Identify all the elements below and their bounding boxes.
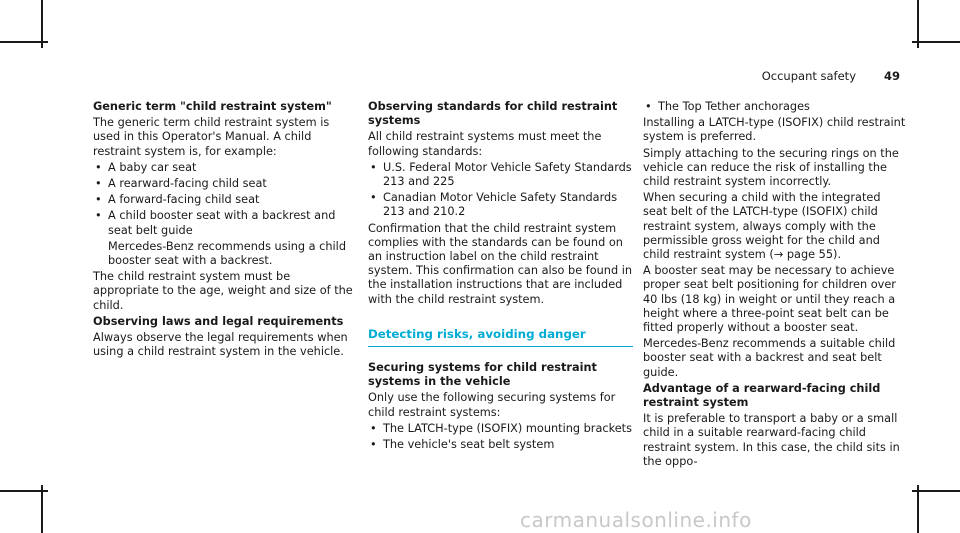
bullet-item: • A child booster seat with a backrest and seat belt guide bbox=[93, 209, 358, 237]
paragraph: Installing a LATCH-type (ISOFIX) child restraint system is preferred. bbox=[643, 116, 906, 144]
watermark: carmanualsonline.info bbox=[520, 508, 752, 532]
crop-mark bbox=[917, 485, 919, 533]
paragraph: Simply attaching to the securing rings on the vehicle can reduce the risk of installing the child restraint system incorrectly. bbox=[643, 146, 899, 189]
paragraph: A booster seat may be necessary to achieve proper seat belt positioning for children over 40 lbs (18 kg) in weight or until they reach a height where a three-point seat belt can be fitted properly without a booster seat. bbox=[643, 264, 896, 335]
heading: Observing laws and legal requirements bbox=[93, 314, 344, 328]
paragraph: The child restraint system must be appropriate to the age, weight and size of the child. bbox=[93, 270, 353, 312]
column-2 bbox=[368, 100, 633, 454]
heading: Generic term "child restraint system" bbox=[93, 100, 332, 113]
bullet-item: • U.S. Federal Motor Vehicle Safety Standards 213 and 225 bbox=[368, 161, 633, 189]
paragraph: When securing a child with the integrated seat belt of the LATCH-type (ISOFIX) child restraint system, always comply with the permissible gross weight for the child and child restraint system (→ page 55). bbox=[643, 191, 881, 262]
crop-mark bbox=[0, 490, 48, 492]
paragraph: Mercedes-Benz recommends a suitable child booster seat with a backrest and seat belt guide. bbox=[643, 337, 896, 379]
column-3 bbox=[643, 100, 908, 471]
paragraph: The generic term child restraint system is used in this Operator's Manual. A child restraint system is, for example: bbox=[93, 116, 330, 158]
paragraph: Always observe the legal requirements when using a child restraint system in the vehicle. bbox=[93, 331, 348, 359]
bullet-item: • A forward-facing child seat bbox=[93, 193, 358, 207]
paragraph: All child restraint systems must meet the following standards: bbox=[368, 130, 602, 158]
heading: Securing systems for child restraint systems in the vehicle bbox=[368, 361, 597, 389]
bullet-item: • The LATCH-type (ISOFIX) mounting brackets bbox=[368, 422, 633, 436]
column-1 bbox=[93, 100, 358, 361]
bullet-item: • A rearward-facing child seat bbox=[93, 177, 358, 191]
crop-mark bbox=[912, 490, 960, 492]
indented-note: Mercedes-Benz recommends using a child booster seat with a backrest. bbox=[108, 239, 346, 268]
bullet-item: • Canadian Motor Vehicle Safety Standards 213 and 210.2 bbox=[368, 191, 633, 219]
bullet-item: • The vehicle's seat belt system bbox=[368, 438, 633, 452]
paragraph: Confirmation that the child restraint system complies with the standards can be found on an instruction label on the child restraint system. This confirmation can also be found in the installation instructions that are included with the child restraint system. bbox=[368, 221, 633, 306]
section-title: Detecting risks, avoiding danger bbox=[368, 327, 633, 347]
crop-mark bbox=[912, 41, 960, 43]
heading: Observing standards for child restraint systems bbox=[368, 100, 618, 128]
crop-mark bbox=[41, 485, 43, 533]
running-header: Occupant safety bbox=[761, 69, 856, 83]
paragraph: Only use the following securing systems for child restraint systems: bbox=[368, 391, 616, 419]
paragraph: It is preferable to transport a baby or a small child in a suitable rearward-facing child restraint system. In this case, the child sits in the oppo- bbox=[643, 412, 900, 468]
page-number: 49 bbox=[883, 69, 900, 83]
bullet-item: • A baby car seat bbox=[93, 161, 358, 175]
heading: Advantage of a rearward-facing child restraint system bbox=[643, 381, 881, 410]
bullet-item: • The Top Tether anchorages bbox=[643, 100, 908, 114]
crop-mark bbox=[0, 41, 48, 43]
